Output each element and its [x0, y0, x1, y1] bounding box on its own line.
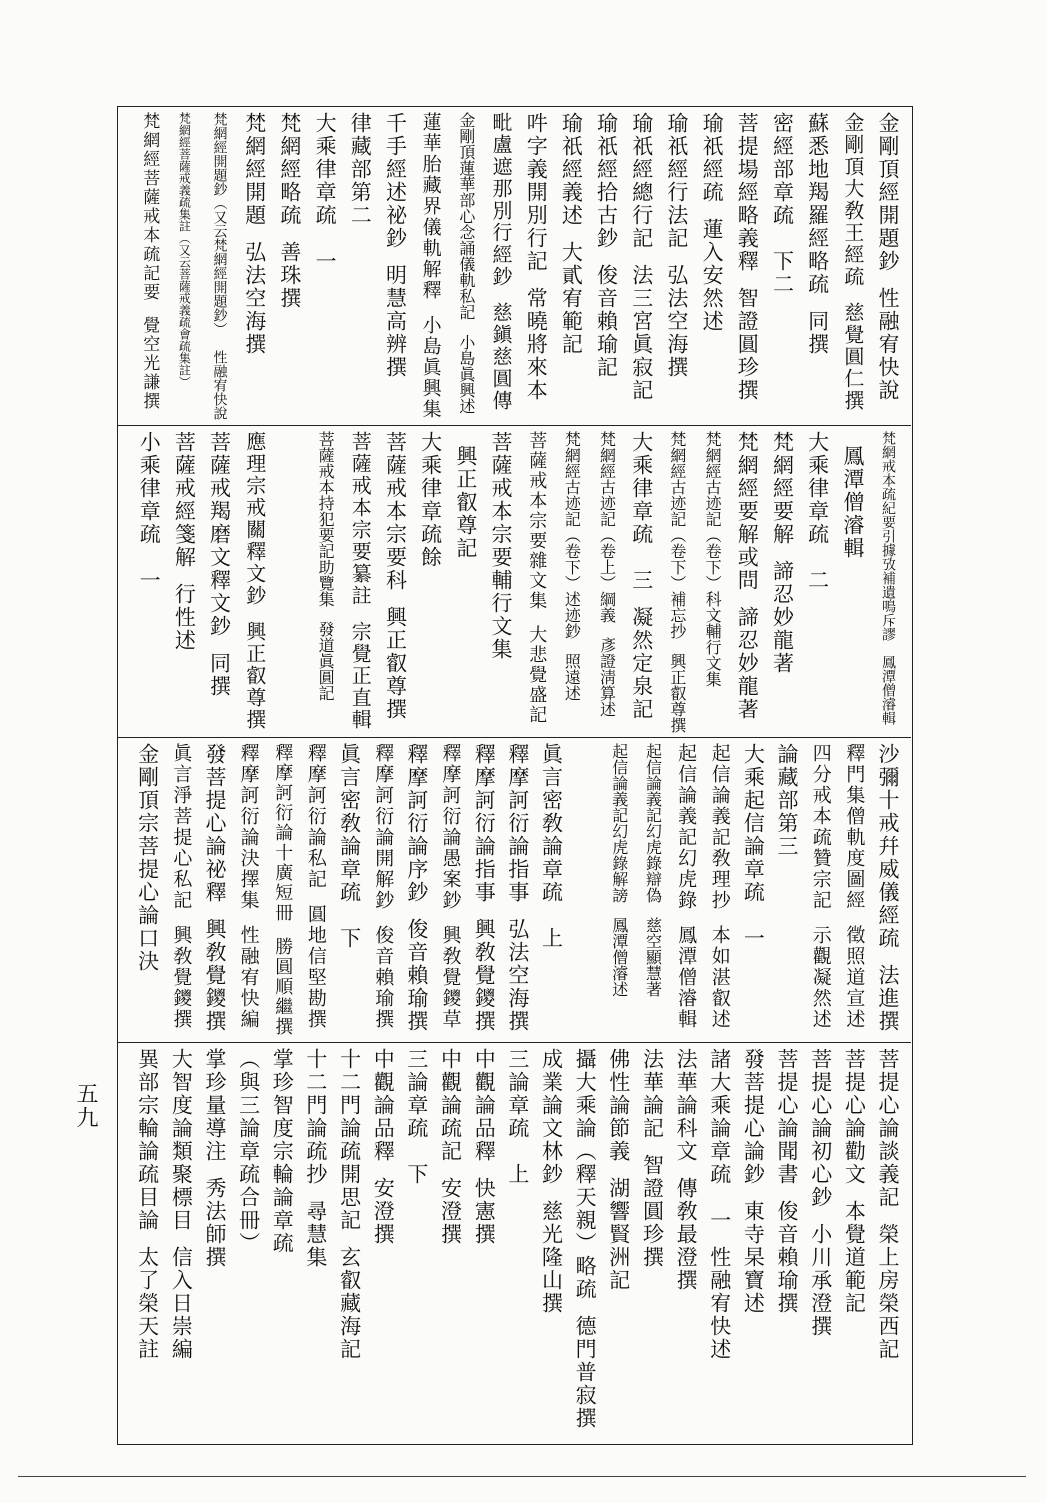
entry-title: 梵網經古迹記（卷下）科文輔行文集: [703, 431, 723, 687]
catalog-entry: [875, 743, 901, 1039]
catalog-entry: [606, 1048, 632, 1438]
catalog-entry: [841, 743, 867, 1039]
catalog-entry: [168, 743, 194, 1039]
catalog-entry: [769, 431, 795, 733]
entry-author: 德門普寂撰: [573, 1315, 598, 1430]
catalog-entry: [236, 743, 262, 1039]
catalog-entry: [135, 743, 161, 1039]
entry-author: 圓地信堅勘撰: [304, 904, 327, 1030]
catalog-entry: [202, 1048, 228, 1438]
entry-title: 梵網經要解: [770, 431, 795, 546]
entry-author: 慈覺圓仁撰: [840, 302, 865, 412]
catalog-entry: [488, 112, 514, 422]
entry-author: 小島眞興述: [456, 334, 476, 414]
entry-author: 諦忍妙龍著: [735, 606, 760, 721]
catalog-band-3: [117, 743, 911, 1039]
catalog-entry: [404, 743, 430, 1039]
entry-title: 蓮華胎藏界儀軌解釋: [419, 112, 442, 301]
catalog-entry: [808, 1048, 834, 1438]
entry-author: 慈鎭慈圓傳: [489, 302, 513, 412]
catalog-entry: [370, 743, 396, 1039]
page-number: 五九: [73, 1082, 98, 1130]
entry-title: 菩薩戒本宗要科: [383, 431, 408, 592]
catalog-entry: [471, 743, 497, 1039]
entry-title: 梵網經菩薩戒本疏記要: [139, 112, 160, 302]
entry-author: 俊音賴瑜撰: [775, 1200, 800, 1315]
entry-author: 弘法空海撰: [242, 241, 267, 356]
catalog-entry: [337, 1048, 363, 1438]
catalog-entry: [538, 1048, 564, 1438]
entry-author: 信入日崇編: [169, 1246, 194, 1361]
entry-author: 玄叡藏海記: [337, 1246, 362, 1361]
catalog-entry: [370, 1048, 396, 1438]
entry-author: 安澄撰: [438, 1177, 463, 1246]
entry-author: 覺空光謙撰: [139, 316, 160, 411]
catalog-entry: [303, 1048, 329, 1438]
entry-title: 菩薩戒本宗要輔行文集: [489, 431, 513, 661]
entry-author: 尋慧集: [303, 1200, 328, 1269]
entry-title: 小乘律章疏 一: [137, 431, 162, 592]
entry-title: 梵網經略疏: [277, 112, 302, 227]
catalog-entry: [312, 112, 338, 422]
catalog-entry: [639, 1048, 665, 1438]
entry-title: 十二門論疏開思記: [337, 1048, 362, 1232]
band-divider-2: [117, 737, 911, 738]
entry-author: 傳敎最澄撰: [674, 1177, 699, 1292]
entry-author: 鳳潭僧濬輯: [880, 655, 896, 725]
entry-title: 金剛頂經開題鈔: [876, 112, 900, 273]
catalog-entry: [699, 431, 725, 733]
entry-title: 菩提心論談義記: [876, 1048, 900, 1209]
entry-title: 眞言淨菩提心私記: [170, 743, 193, 911]
entry-author: 宗覺正直輯: [348, 621, 373, 731]
entry-author: 同撰: [805, 310, 830, 356]
entry-title: 瑜祇經拾古鈔: [594, 112, 619, 250]
catalog-entry: [875, 112, 901, 422]
catalog-entry: [404, 1048, 430, 1438]
entry-author: 小島眞興集: [419, 315, 442, 420]
entry-title: 諸大乘論章疏 一: [707, 1048, 732, 1232]
catalog-entry: [606, 743, 632, 1039]
catalog-entry: [673, 743, 699, 1039]
entry-author: 鳳潭僧濬述: [609, 917, 629, 997]
entry-title: 毗盧遮那別行經鈔: [489, 112, 513, 288]
catalog-entry: [207, 112, 233, 422]
entry-author: 彥證淸算述: [597, 637, 617, 717]
catalog-entry: [594, 431, 620, 733]
catalog-entry: [277, 431, 303, 733]
entry-title: 眞言密敎論章疏 上: [539, 743, 564, 950]
entry-author: 弘法空海撰: [664, 264, 689, 379]
entry-title: 菩薩戒本宗要雜文集: [526, 431, 548, 611]
entry-title: 菩薩戒羯磨文釋文鈔: [207, 431, 232, 638]
catalog-entry: [207, 431, 233, 733]
catalog-entry: [558, 112, 584, 422]
catalog-entry: [707, 1048, 733, 1438]
catalog-entry: [805, 112, 831, 422]
entry-title: 瑜祇經疏: [700, 112, 725, 204]
catalog-entry: [236, 1048, 262, 1438]
entry-title: 釋門集僧軌度圖經: [843, 743, 866, 911]
entry-title: 菩提心論聞書: [775, 1048, 800, 1186]
catalog-entry: [337, 743, 363, 1039]
entry-author: 安澄撰: [371, 1177, 396, 1246]
catalog-entry: [734, 112, 760, 422]
entry-title: 梵網經開題: [242, 112, 267, 227]
catalog-entry: [740, 743, 766, 1039]
catalog-entry: [740, 1048, 766, 1438]
entry-author: 俊音賴瑜撰: [404, 918, 429, 1033]
entry-author: 性融宥快述: [707, 1246, 732, 1361]
entry-author: 發道眞圓記: [316, 621, 336, 701]
entry-title: 梵網經古迹記（卷上）綱義: [597, 431, 617, 623]
entry-author: 性融宥快說: [211, 350, 228, 420]
entry-author: 榮上房榮西記: [876, 1223, 900, 1361]
page-edge-rule: [18, 1476, 1026, 1477]
entry-title: 菩薩戒經箋解: [172, 431, 197, 569]
catalog-entry: [488, 431, 514, 733]
entry-title: 蘇悉地羯羅經略疏: [805, 112, 830, 296]
entry-title: 掌珍量導注: [202, 1048, 227, 1163]
entry-title: 瑜祇經義述: [559, 112, 584, 227]
entry-title: 應理宗戒關釋文鈔: [242, 431, 267, 607]
catalog-entry: [629, 112, 655, 422]
catalog-entry: [453, 112, 479, 422]
catalog-entry: [769, 112, 795, 422]
catalog-entry: [594, 112, 620, 422]
catalog-entry: [453, 431, 479, 733]
entry-title: 釋摩訶衍論私記: [304, 743, 327, 890]
catalog-entry: [471, 1048, 497, 1438]
entry-title: 大乘起信論章疏 一: [741, 743, 766, 950]
entry-title: 釋摩訶衍論指事: [505, 743, 530, 904]
catalog-entry: [136, 112, 162, 422]
band-divider-1: [117, 425, 911, 426]
catalog-entry: [572, 743, 598, 1039]
entry-title: 瑜祇經總行記: [629, 112, 654, 250]
entry-author: 本如湛叡述: [708, 925, 731, 1030]
catalog-entry: [558, 431, 584, 733]
entry-title: 起信論義記幻虎錄解謗: [609, 743, 629, 903]
catalog-entry: [774, 1048, 800, 1438]
catalog-entry: [505, 743, 531, 1039]
catalog-entry: [664, 112, 690, 422]
entry-title: 律藏部第二: [348, 112, 373, 227]
entry-author: 性融宥快說: [876, 287, 900, 402]
entry-author: 智證圓珍撰: [735, 287, 760, 402]
entry-author: 善珠撰: [277, 241, 302, 310]
catalog-entry: [841, 1048, 867, 1438]
entry-title: 金剛頂宗菩提心論口決: [135, 743, 160, 973]
catalog-entry: [202, 743, 228, 1039]
entry-title: 異部宗輪論疏目論: [135, 1048, 160, 1232]
catalog-entry: [347, 431, 373, 733]
entry-title: 眞言密敎論章疏 下: [337, 743, 362, 950]
entry-title: 三論章疏 上: [505, 1048, 530, 1186]
catalog-entry: [312, 431, 338, 733]
entry-title: 論藏部第三: [775, 743, 800, 858]
entry-author: 大貳宥範記: [559, 241, 584, 356]
entry-author: 鳳潭僧濬輯: [840, 445, 865, 560]
entry-title: 梵網戒本疏紀要引據攷補遺鳴斥謬: [880, 431, 896, 641]
catalog-entry: [629, 431, 655, 733]
entry-title: 密經部章疏 下二: [770, 112, 795, 296]
catalog-entry: [242, 431, 268, 733]
catalog-entry: [572, 1048, 598, 1438]
catalog-entry: [382, 112, 408, 422]
entry-author: 興敎覺鑁撰: [202, 918, 227, 1033]
entry-author: 蓮入安然述: [700, 218, 725, 333]
entry-title: 成業論文林鈔: [539, 1048, 564, 1186]
catalog-entry: [664, 431, 690, 733]
catalog-entry: [277, 112, 303, 422]
catalog-entry: [639, 743, 665, 1039]
entry-author: 法進撰: [876, 964, 900, 1033]
entry-author: 東寺杲寶述: [741, 1200, 766, 1315]
entry-title: 大乘律章疏 二: [805, 431, 830, 592]
catalog-entry: [418, 112, 444, 422]
catalog-entry: [523, 112, 549, 422]
entry-author: 弘法空海撰: [505, 918, 530, 1033]
entry-title: 大智度論類聚標目: [169, 1048, 194, 1232]
entry-title: 菩薩戒本持犯要記助覽集: [316, 431, 336, 607]
entry-author: 大悲覺盛記: [526, 625, 548, 725]
entry-author: 興正叡尊撰: [667, 653, 687, 733]
entry-author: 興正叡尊撰: [383, 606, 408, 721]
entry-title: 發菩提心論祕釋: [202, 743, 227, 904]
catalog-entry: [347, 112, 373, 422]
entry-title: 沙彌十戒幷威儀經疏: [876, 743, 900, 950]
entry-title: 瑜祇經行法記: [664, 112, 689, 250]
entry-author: 湖響賢洲記: [606, 1177, 631, 1292]
entry-author: 興敎覺鑁草: [439, 925, 462, 1030]
entry-title: 菩薩戒本宗要纂註: [348, 431, 373, 607]
entry-author: 法三宮眞寂記: [629, 264, 654, 402]
catalog-entry: [136, 431, 162, 733]
catalog-entry: [438, 1048, 464, 1438]
catalog-entry: [438, 743, 464, 1039]
catalog-entry: [805, 431, 831, 733]
entry-author: 慈光隆山撰: [539, 1200, 564, 1315]
entry-title: 釋摩訶衍論指事: [472, 743, 497, 904]
entry-title: 金剛頂大敎王經疏: [840, 112, 865, 288]
catalog-entry: [875, 1048, 901, 1438]
catalog-entry: [269, 1048, 295, 1438]
entry-title: 佛性論節義: [606, 1048, 631, 1163]
entry-title: 菩提心論勸文: [842, 1048, 867, 1186]
entry-title: 梵網經要解或問: [735, 431, 760, 592]
entry-title: 梵網經開題鈔（又云梵網經開題鈔）: [211, 112, 228, 336]
band-divider-3: [117, 1042, 911, 1043]
entry-author: 興敎覺鑁撰: [170, 925, 193, 1030]
catalog-entry: [808, 743, 834, 1039]
catalog-band-1: [117, 112, 911, 422]
entry-author: 小川承澄撰: [808, 1223, 833, 1338]
catalog-entry: [171, 112, 197, 422]
entry-author: 常曉將來本: [524, 287, 549, 402]
catalog-entry: [168, 1048, 194, 1438]
entry-author: 同撰: [207, 652, 232, 698]
catalog-entry: [242, 112, 268, 422]
catalog-entry: [875, 431, 901, 733]
catalog-entry: [707, 743, 733, 1039]
entry-title: 三論章疏 下: [404, 1048, 429, 1186]
entry-author: 勝圓順繼撰: [272, 937, 294, 1037]
entry-author: 興敎覺鑁撰: [472, 918, 497, 1033]
entry-author: 明慧高辨撰: [383, 264, 408, 379]
entry-title: 金剛頂蓮華部心念誦儀軌私記: [456, 112, 476, 320]
entry-author: 性融宥快編: [237, 925, 260, 1030]
catalog-entry: [303, 743, 329, 1039]
entry-author: 俊音賴瑜記: [594, 264, 619, 379]
catalog-band-4: [117, 1048, 911, 1438]
catalog-entry: [840, 431, 866, 733]
entry-title: 釋摩訶衍論開解鈔: [372, 743, 395, 911]
entry-author: 本覺道範記: [842, 1200, 867, 1315]
entry-title: 中觀論品釋: [371, 1048, 396, 1163]
catalog-entry: [135, 1048, 161, 1438]
entry-title: 大乘律章疏餘: [418, 431, 443, 569]
catalog-entry: [840, 112, 866, 422]
entry-title: 梵網經古迹記（卷下）述迹鈔: [562, 431, 582, 639]
entry-title: 菩提心論初心鈔: [808, 1048, 833, 1209]
entry-title: 釋摩訶衍論愚案鈔: [439, 743, 462, 911]
entry-author: 鳳潭僧濬輯: [675, 925, 698, 1030]
entry-title: 法華論記: [640, 1048, 665, 1140]
entry-title: （與三論章疏合冊）: [236, 1048, 261, 1255]
entry-author: 示觀凝然述: [809, 925, 832, 1030]
entry-title: 大乘律章疏 一: [313, 112, 338, 273]
entry-title: 釋摩訶衍論序鈔: [404, 743, 429, 904]
entry-title: 攝大乘論（釋天親）略疏: [573, 1048, 598, 1301]
entry-title: 釋摩訶衍論十廣短冊: [272, 743, 294, 923]
entry-title: 掌珍智度宗輪論章疏: [270, 1048, 295, 1255]
entry-author: 慈空顯慧著: [643, 917, 663, 997]
catalog-entry: [171, 431, 197, 733]
entry-author: 興正叡尊撰: [242, 621, 267, 731]
entry-author: 智證圓珍撰: [640, 1154, 665, 1269]
entry-title: 吽字義開別行記: [524, 112, 549, 273]
entry-title: 梵網經菩薩戒義疏集註（又云菩薩戒義疏會疏集註）: [177, 112, 192, 388]
entry-title: 釋摩訶衍論決擇集: [237, 743, 260, 911]
entry-author: 興正叡尊記: [453, 445, 478, 560]
entry-author: 諦忍妙龍著: [770, 560, 795, 675]
catalog-entry: [774, 743, 800, 1039]
entry-author: 俊音賴瑜撰: [372, 925, 395, 1030]
entry-title: 起信論義記幻虎錄辯偽: [643, 743, 663, 903]
catalog-entry: [269, 743, 295, 1039]
catalog-entry: [418, 431, 444, 733]
catalog-entry: [382, 431, 408, 733]
catalog-entry: [699, 112, 725, 422]
entry-author: 太了榮天註: [135, 1246, 160, 1361]
entry-author: 照遠述: [562, 653, 582, 701]
entry-title: 菩提場經略義釋: [735, 112, 760, 273]
entry-author: 秀法師撰: [202, 1177, 227, 1269]
catalog-entry: [734, 431, 760, 733]
entry-author: 行性述: [172, 583, 197, 652]
entry-author: 快憲撰: [472, 1177, 497, 1246]
catalog-entry: [673, 1048, 699, 1438]
entry-title: 十二門論疏抄: [303, 1048, 328, 1186]
entry-title: 法華論科文: [674, 1048, 699, 1163]
entry-title: 梵網經古迹記（卷下）補忘抄: [667, 431, 687, 639]
entry-title: 大乘律章疏 三: [629, 431, 654, 592]
entry-author: 凝然定泉記: [629, 606, 654, 721]
entry-title: 千手經述祕鈔: [383, 112, 408, 250]
entry-title: 發菩提心論鈔: [741, 1048, 766, 1186]
catalog-entry: [505, 1048, 531, 1438]
catalog-band-2: [117, 431, 911, 733]
entry-title: 起信論義記敎理抄: [708, 743, 731, 911]
entry-author: 徵照道宣述: [843, 925, 866, 1030]
entry-title: 四分戒本疏贊宗記: [809, 743, 832, 911]
entry-title: 中觀論疏記: [438, 1048, 463, 1163]
catalog-entry: [523, 431, 549, 733]
entry-title: 起信論義記幻虎錄: [675, 743, 698, 911]
entry-title: 中觀論品釋: [472, 1048, 497, 1163]
catalog-entry: [538, 743, 564, 1039]
